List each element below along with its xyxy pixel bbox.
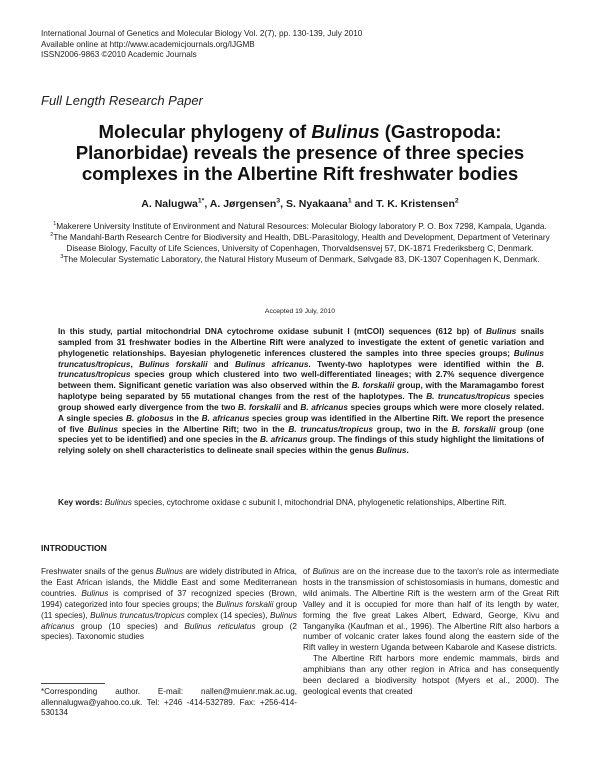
affiliation-number: 1 xyxy=(53,221,57,228)
journal-citation: International Journal of Genetics and Molecular Biology Vol. 2(7), pp. 130-139, July 2010 xyxy=(41,29,363,38)
author-separator: , xyxy=(204,198,210,210)
abstract-taxon: Bulinus xyxy=(485,327,517,336)
abstract-text: species in the Albertine Rift; two in the xyxy=(117,424,289,434)
accepted-date: Accepted 19 July, 2010 xyxy=(264,308,336,315)
affiliation-text: Makerere University Institute of Environment and Natural Resources: Molecular Biology laboratory P. O. Box 7298, Kampala, Uganda. xyxy=(56,221,547,231)
abstract-text: group. The findings of this study highlight the limitations of relying solely on shell characteristics to delineate snail species within the genus xyxy=(58,435,544,456)
abstract-taxon: B. africanus xyxy=(201,413,250,423)
title-genus: Bulinus xyxy=(311,121,380,142)
body-text: group (11 species), xyxy=(41,599,297,620)
paper-type: Full Length Research Paper xyxy=(41,93,203,108)
affiliation xyxy=(46,232,554,254)
corresponding-mark: * xyxy=(201,197,205,205)
abstract-taxon: B. truncatus/tropicus xyxy=(58,359,544,380)
body-taxon: Bulinus africanus xyxy=(41,610,298,631)
abstract-taxon: Bulinus xyxy=(87,424,118,434)
corresponding-author-footnote: *Corresponding author. E-mail: nallen@muienr.mak.ac.ug, allennalugwa@yahoo.co.uk. Tel: +246 -414-532789. Fax: +256-414-530134 xyxy=(41,687,297,718)
abstract-text: species groups which were more closely related. A single species xyxy=(58,402,544,423)
body-taxon: Bulinus xyxy=(155,567,183,576)
author-name: A. Jørgensen xyxy=(209,198,277,210)
body-column-right xyxy=(303,567,559,698)
body-taxon: Bulinus reticulatus xyxy=(184,621,256,631)
body-text: are on the increase due to the taxon's role as intermediate hosts in the transmission of schistosomiasis in humans, domestic and wild animals. The Albertine Rift is the western arm of the Great Rift Valley and it is occupied for more than half of its length by water, forming the five great Lakes Albert, Edward, George, Kivu and Tanganyika (Kaufman et al., 1996). The Albertine Rift also harbors a number of volcanic crater lakes found along the eastern side of the Rift valley in western Uganda between Kabarole and Kasese districts. xyxy=(303,567,559,653)
body-text: Freshwater snails of the genus xyxy=(41,567,156,576)
abstract-taxon: B. globosus xyxy=(126,413,174,423)
abstract-text: , xyxy=(130,359,140,369)
abstract-taxon: Bulinus africanus xyxy=(235,359,309,369)
body-text: group (2 species). Taxonomic studies xyxy=(41,621,297,642)
author-affiliation-mark: 2 xyxy=(454,197,459,205)
author-affiliation-mark: 3 xyxy=(276,197,281,205)
author-name: T. K. Kristensen xyxy=(376,198,455,210)
affiliation-text: The Molecular Systematic Laboratory, the Natural History Museum of Denmark, Sølvgade 83, DK-1307 Copenhagen K, Denmark. xyxy=(63,253,540,264)
author-affiliation-mark: 1 xyxy=(347,197,352,205)
body-taxon: Bulinus xyxy=(312,567,340,576)
keywords xyxy=(58,498,544,509)
footnote-divider xyxy=(41,683,105,684)
author-affiliation-mark: 1 xyxy=(197,197,202,205)
abstract-text: and xyxy=(280,402,301,412)
abstract-text: species group which clustered into two well-differentiated lineages; with 2.7% sequence divergence between them. Significant genetic variation was also observed within the xyxy=(58,370,544,391)
paper-title xyxy=(50,121,550,184)
abstract-taxon: Bulinus truncatus/tropicus xyxy=(58,348,544,369)
author-separator: , xyxy=(280,198,286,210)
body-text: is comprised of 37 recognized species (Brown, 1994) categorized into four species groups; the xyxy=(41,588,297,609)
abstract-text: In this study, partial mitochondrial DNA cytochrome oxidase subunit I (mtCOI) sequences (612 bp) of xyxy=(58,327,486,336)
abstract xyxy=(58,327,544,457)
body-text: are widely distributed in Africa, the East African islands, the Middle East and some Mediterranean countries. xyxy=(41,567,297,598)
abstract-taxon: B. forskalii xyxy=(451,424,496,434)
affiliation-number: 2 xyxy=(50,232,54,239)
body-paragraph xyxy=(41,567,297,643)
abstract-taxon: B. truncatus/tropicus xyxy=(426,392,511,402)
affiliation-number: 3 xyxy=(60,253,64,260)
author-list xyxy=(40,198,560,210)
keywords-label: Key words: xyxy=(58,498,103,507)
author-name: S. Nyakaana xyxy=(285,198,348,210)
abstract-taxon: Bulinus xyxy=(376,446,407,456)
abstract-taxon: Bulinus forskalii xyxy=(139,359,208,369)
abstract-text: group, two in the xyxy=(372,424,452,434)
abstract-text: . xyxy=(406,446,409,456)
abstract-text: species group showed early divergence from the two xyxy=(58,392,544,412)
keywords-text: species, cytochrome oxidase c subunit I, mitochondrial DNA, phylogenetic relationships, Albertine Rift. xyxy=(131,498,507,507)
title-text: Molecular phylogeny of xyxy=(98,121,312,142)
abstract-taxon: B. africanus xyxy=(300,402,348,412)
author-name: A. Nalugwa xyxy=(141,198,198,210)
body-paragraph xyxy=(303,567,559,654)
body-text: of xyxy=(303,567,313,576)
body-taxon: Bulinus xyxy=(81,588,109,598)
journal-url: Available online at http://www.academicjournals.org/IJGMB xyxy=(41,39,255,49)
abstract-taxon: B. africanus xyxy=(259,435,308,445)
affiliations xyxy=(46,221,554,265)
body-text: group (10 species) and xyxy=(74,621,185,631)
abstract-text: group, with the Maramagambo forest haplotype being separated by 55 mutational changes from the rest of the haplotypes. The xyxy=(58,381,545,402)
abstract-text: snails sampled from 31 freshwater bodies in the Albertine Rift were analyzed to investigate the extent of genetic variation and phylogenetic relationships. Bayesian phylogenetic inferences clustered the samples into three species groups; xyxy=(58,327,544,358)
body-text: complex (14 species), xyxy=(184,610,270,620)
affiliation xyxy=(46,254,554,265)
affiliation-text: The Mandahl-Barth Research Centre for Biodiversity and Health, DBL-Parasitology, Health and Development, Department of Veterinary Disease Biology, Faculty of Life Sciences, University of Copenhagen, Thorvaldsensvej 57, DK-1871 Frederiksberg C, Denmark. xyxy=(53,231,550,253)
author-separator: and xyxy=(351,198,377,210)
body-paragraph: The Albertine Rift harbors more endemic mammals, birds and amphibians than any other region in Africa and has consequently been declared a biodiversity hotspot (Myers et al., 2000). The geological events that created xyxy=(303,654,559,696)
body-column-left xyxy=(41,567,297,643)
title-text-rest: (Gastropoda: Planorbidae) reveals the presence of three species complexes in the Albertine Rift freshwater bodies xyxy=(75,121,525,184)
abstract-taxon: B. forskalii xyxy=(238,402,281,412)
section-heading-introduction: INTRODUCTION xyxy=(41,543,107,553)
body-taxon: Bulinus truncatus/tropicus xyxy=(90,610,185,620)
abstract-taxon: B. forskalii xyxy=(351,381,395,391)
abstract-text: . Twenty-two haplotypes were identified within the xyxy=(308,359,536,369)
abstract-text: group (one species yet to be identified) and one species in the xyxy=(58,424,544,445)
journal-header xyxy=(41,29,362,61)
affiliation xyxy=(46,221,554,232)
abstract-text: species group was identified in the Albertine Rift. We report the presence of five xyxy=(58,413,545,434)
body-taxon: Bulinus forskalii xyxy=(216,599,274,609)
abstract-text: in the xyxy=(173,413,202,423)
abstract-taxon: B. truncatus/tropicus xyxy=(288,424,373,434)
keyword-taxon: Bulinus xyxy=(104,498,132,507)
journal-issn: ISSN2006-9863 ©2010 Academic Journals xyxy=(41,50,197,59)
abstract-text: and xyxy=(207,359,236,369)
